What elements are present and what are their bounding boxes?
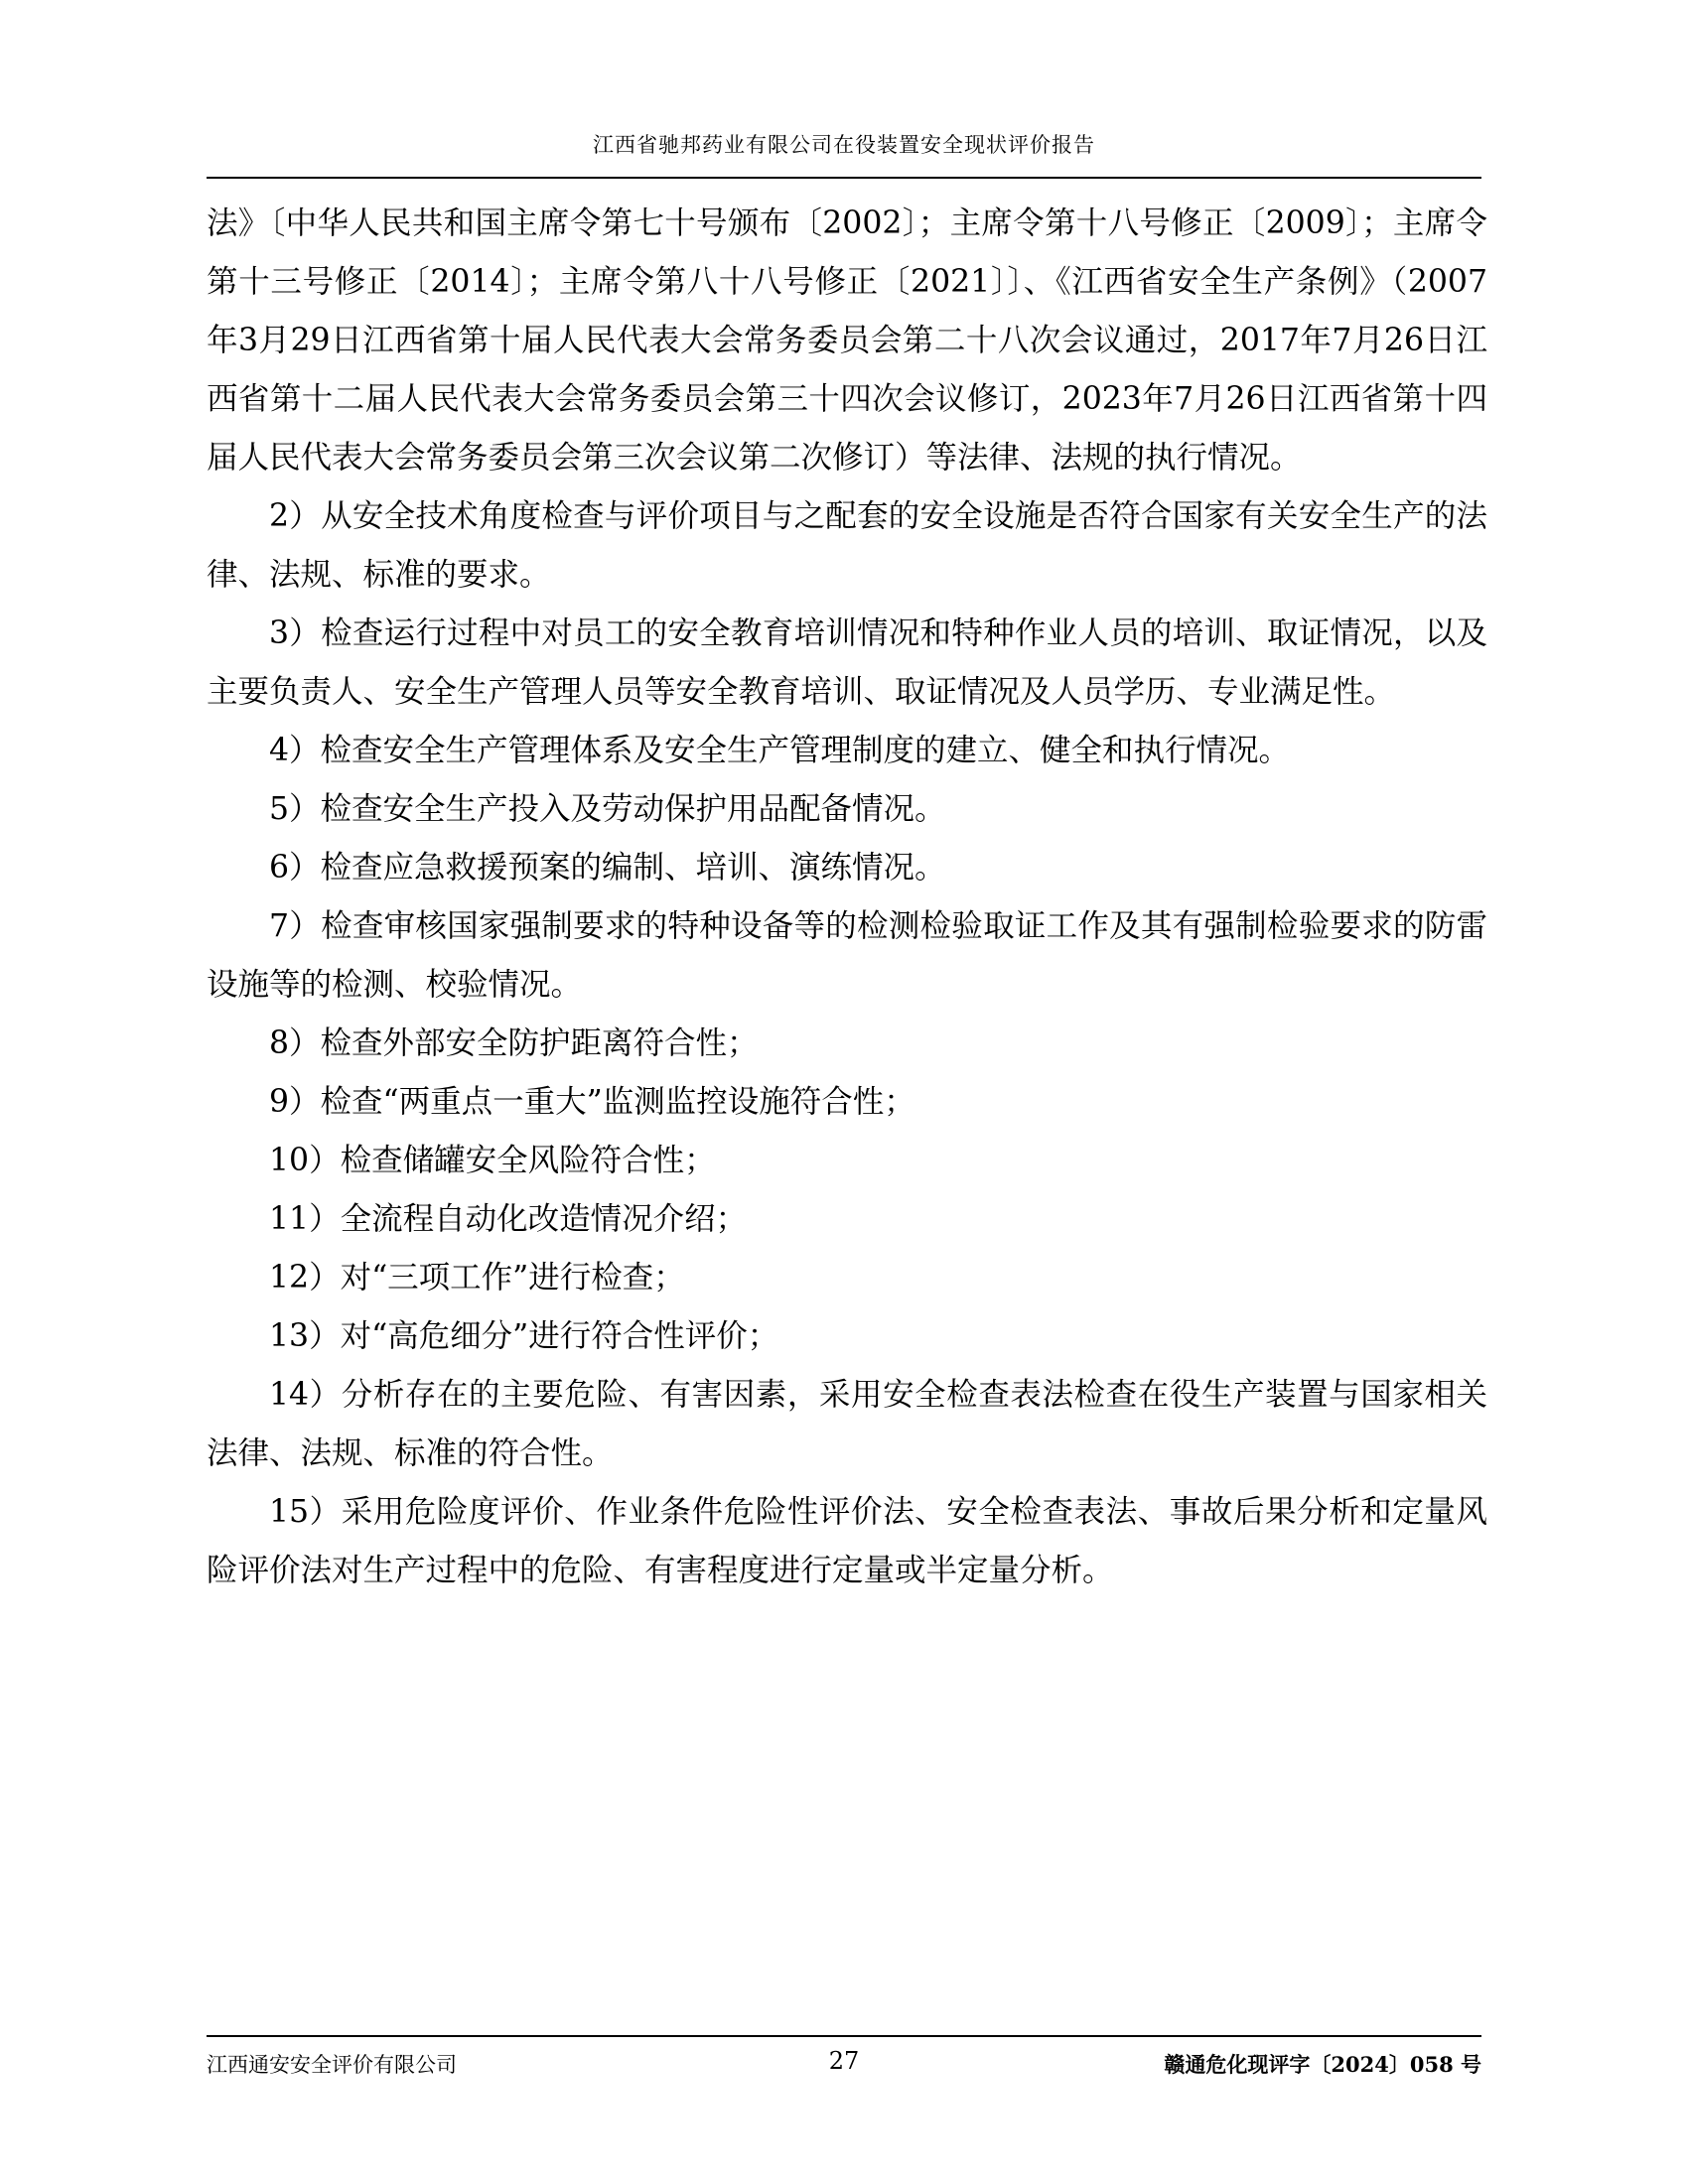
footer-divider: [207, 2035, 1481, 2037]
paragraph: 15）采用危险度评价、作业条件危险性评价法、安全检查表法、事故后果分析和定量风险评价法对生产过程中的危险、有害程度进行定量或半定量分析。: [207, 1494, 1487, 1588]
footer-document-number: 赣通危化现评字〔2024〕058 号: [1164, 2052, 1481, 2077]
paragraph: 9）检查“两重点一重大”监测监控设施符合性；: [269, 1084, 915, 1120]
paragraph: 12）对“三项工作”进行检查；: [269, 1260, 685, 1296]
paragraph: 13）对“高危细分”进行符合性评价；: [269, 1318, 779, 1354]
paragraph: 8）检查外部安全防护距离符合性；: [269, 1025, 759, 1061]
paragraph: 4）检查安全生产管理体系及安全生产管理制度的建立、健全和执行情况。: [269, 733, 1291, 768]
page-content: [207, 195, 1487, 1600]
page-number: 27: [828, 2047, 860, 2075]
page-footer: [207, 2049, 1481, 2089]
paragraph: 法》〔中华人民共和国主席令第七十号颁布〔2002〕；主席令第十八号修正〔2009〕；主席令第十三号修正〔2014〕；主席令第八十八号修正〔2021〕〕、《江西省安全生产条例》（2007年3月29日江西省第十届人民代表大会常务委员会第二十八次会议通过，2017年7月26日江西省第十二届人民代表大会常务委员会第三十四次会议修订，2023年7月26日江西省第十四届人民代表大会常务委员会第三次会议第二次修订）等法律、法规的执行情况。: [207, 205, 1487, 476]
paragraph: 6）检查应急救援预案的编制、培训、演练情况。: [269, 850, 946, 886]
paragraph: 10）检查储罐安全风险符合性；: [269, 1143, 716, 1178]
paragraph: 3）检查运行过程中对员工的安全教育培训情况和特种作业人员的培训、取证情况，以及主要负责人、安全生产管理人员等安全教育培训、取证情况及人员学历、专业满足性。: [207, 615, 1487, 710]
footer-company: 江西通安安全评价有限公司: [207, 2053, 457, 2077]
paragraph: 2）从安全技术角度检查与评价项目与之配套的安全设施是否符合国家有关安全生产的法律、法规、标准的要求。: [207, 498, 1487, 593]
paragraph: 14）分析存在的主要危险、有害因素，采用安全检查表法检查在役生产装置与国家相关法律、法规、标准的符合性。: [207, 1377, 1487, 1471]
paragraph: 11）全流程自动化改造情况介绍；: [269, 1201, 748, 1237]
header-divider: [207, 177, 1481, 179]
page-header: 江西省驰邦药业有限公司在役装置安全现状评价报告: [593, 133, 1095, 157]
paragraph: 5）检查安全生产投入及劳动保护用品配备情况。: [269, 791, 946, 827]
paragraph: 7）检查审核国家强制要求的特种设备等的检测检验取证工作及其有强制检验要求的防雷设施等的检测、校验情况。: [207, 908, 1487, 1003]
